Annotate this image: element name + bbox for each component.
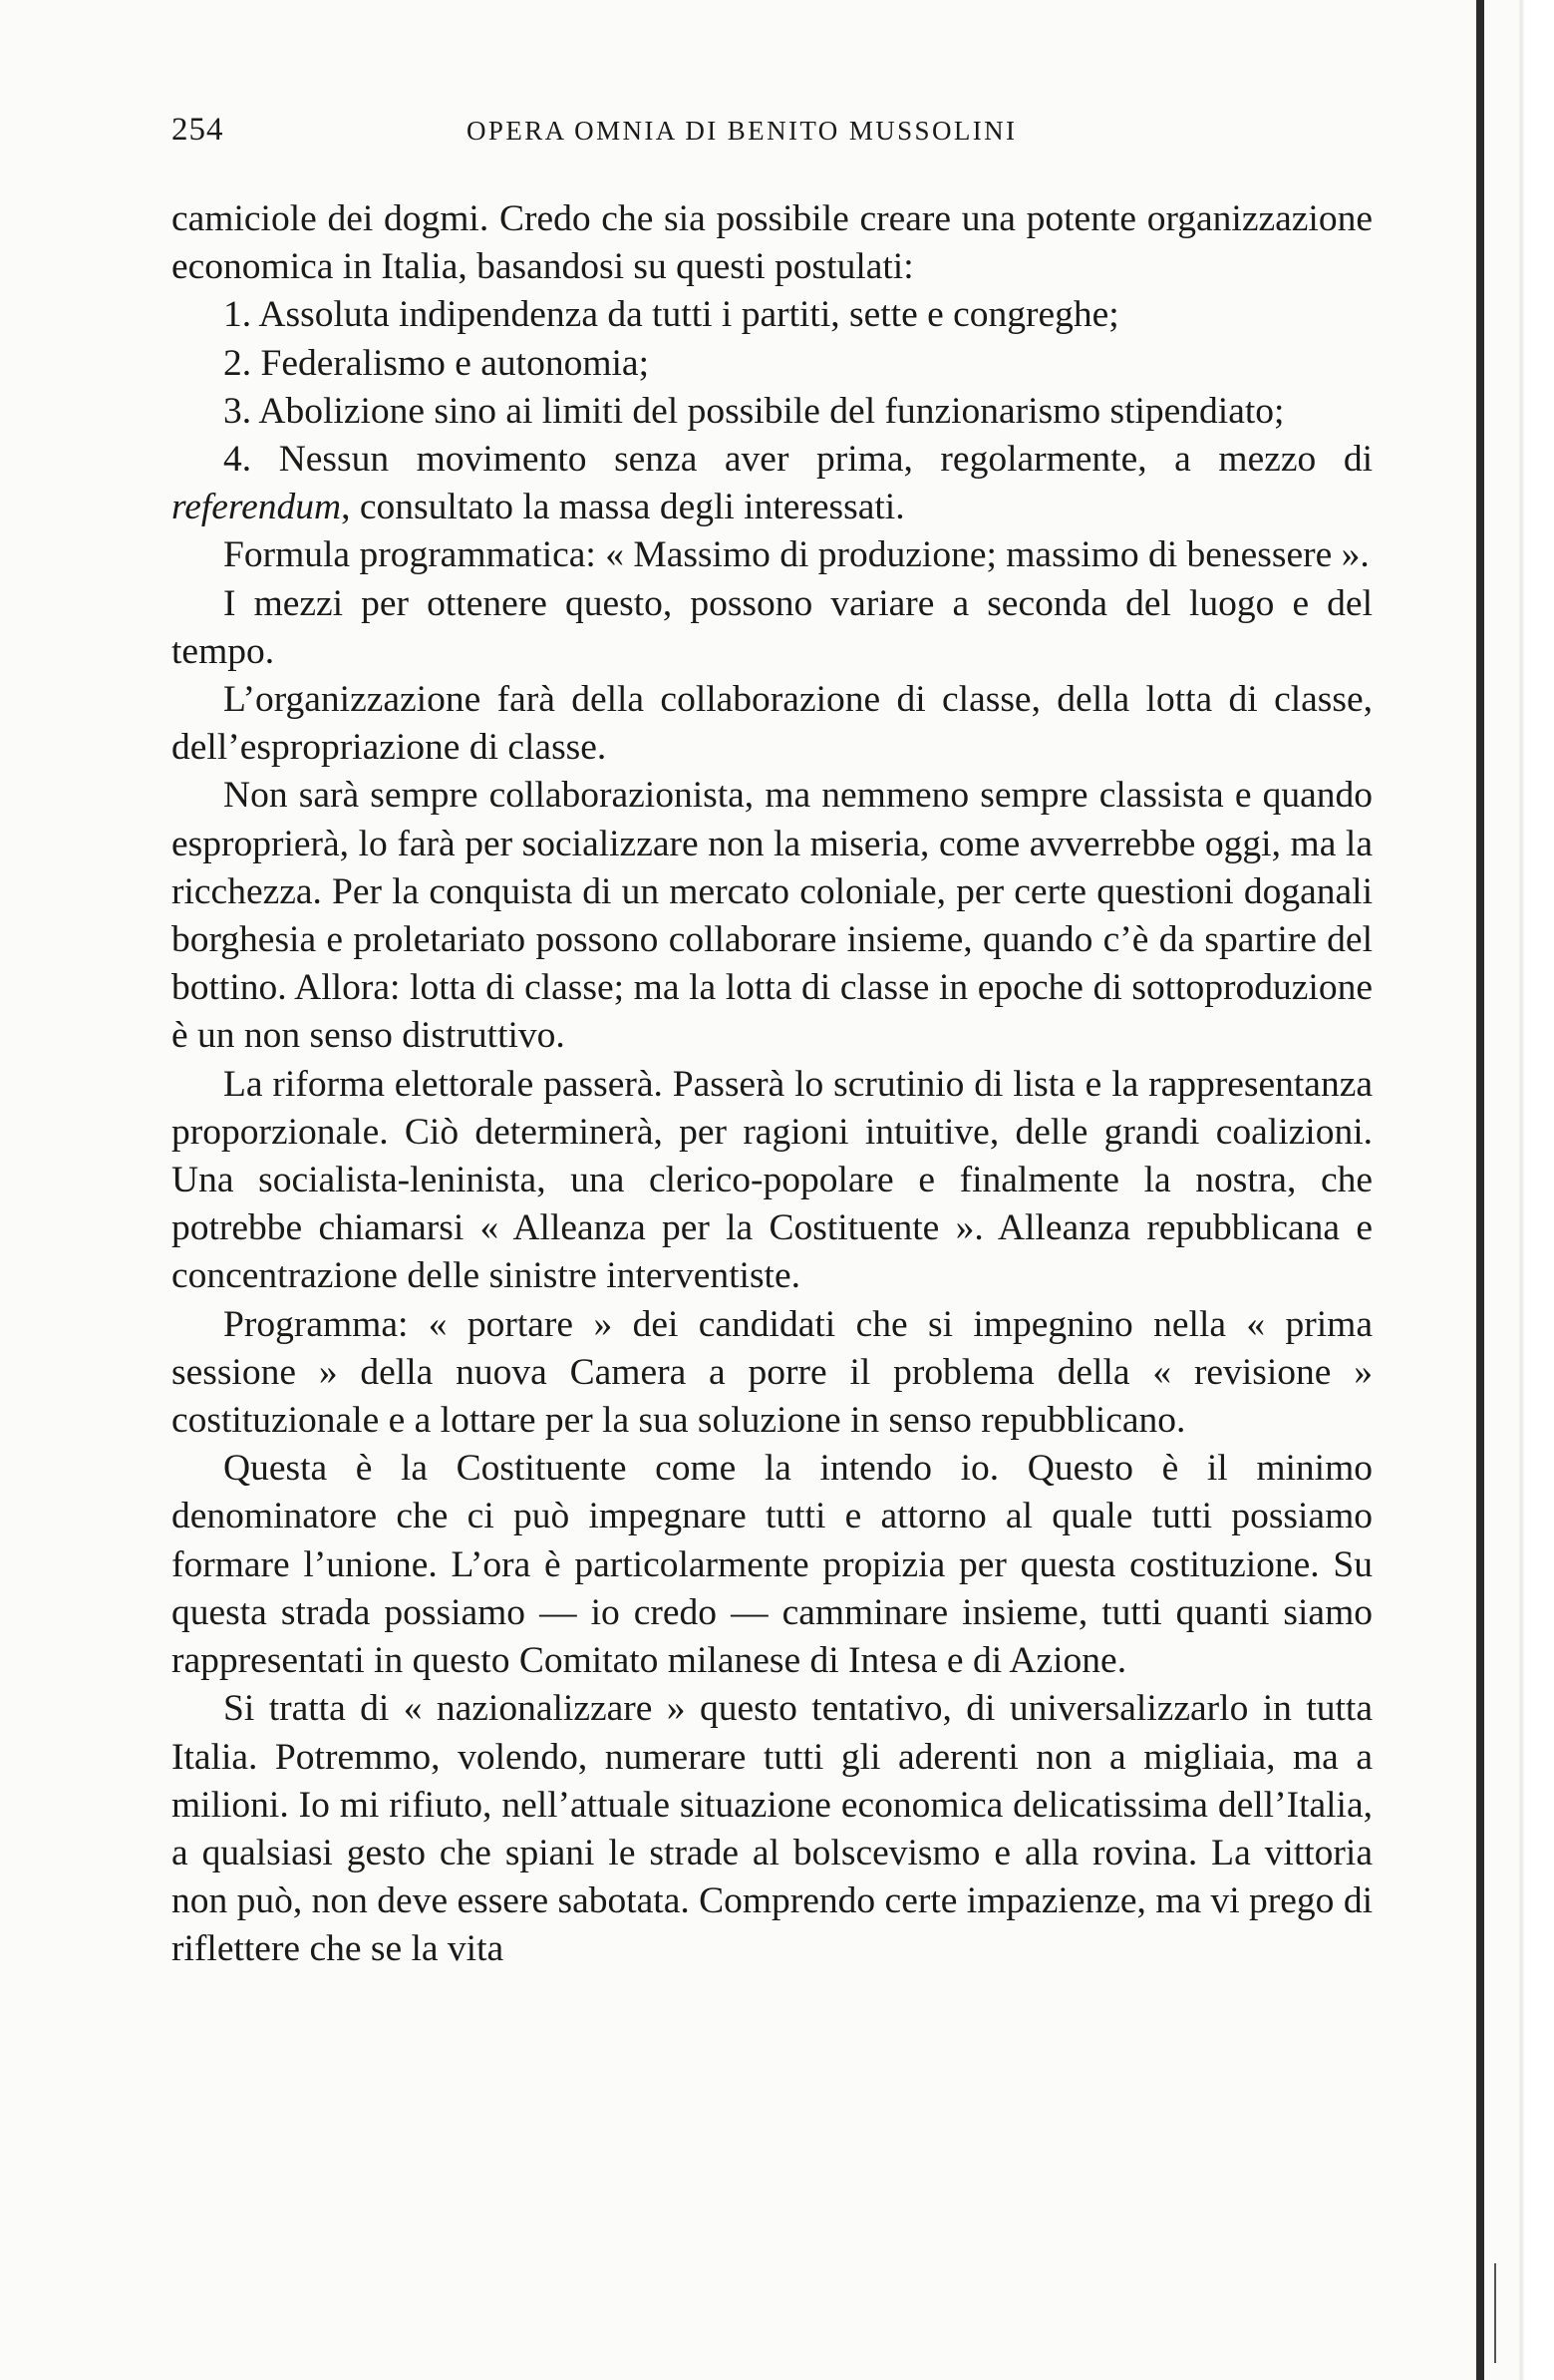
paragraph-electoral-reform: La riforma elettorale passerà. Passerà lo scrutinio di lista e la rappresentanza proporzionale. Ciò determinerà, per ragioni intuitive, delle grandi coalizioni. Una socialista-leninista, una clerico-popolare e finalmente la nostra, che potrebbe chiamarsi « Alleanza per la Costituente ». Alleanza repubblicana e concentrazione delle sinistre interventiste. xyxy=(171,1063,1373,1297)
paragraph-program: Programma: « portare » dei candidati che si impegnino nella « prima sessione » della nuova Camera a porre il problema della « revisione » costituzionale e a lottare per la sua soluzione in senso repubblicano. xyxy=(171,1303,1373,1442)
page-number: 254 xyxy=(171,112,224,148)
page-header xyxy=(171,112,1368,162)
paragraph-organization: L’organizzazione farà della collaborazione di classe, della lotta di classe, dell’espropriazione di classe. xyxy=(171,679,1373,769)
binding-shadow-line-lower xyxy=(1494,2263,1496,2363)
paragraph-formula: Formula programmatica: « Massimo di produzione; massimo di benessere ». xyxy=(223,534,1370,576)
paragraph-class-struggle: Non sarà sempre collaborazionista, ma nemmeno sempre classista e quando esproprierà, lo farà per socializzare non la miseria, come avverrebbe oggi, ma la ricchezza. Per la conquista di un mercato coloniale, per certe questioni doganali borghesia e proletariato possono collaborare insieme, quando c’è da spartire del bottino. Allora: lotta di classe; ma la lotta di classe in epoche di sottoproduzione è un non senso distruttivo. xyxy=(171,775,1373,1057)
list-item-2: 2. Federalismo e autonomia; xyxy=(223,342,649,384)
body-text xyxy=(171,195,1373,1974)
paragraph-constituent: Questa è la Costituente come la intendo io. Questo è il minimo denominatore che ci può impegnare tutti e attorno al quale tutti possiamo formare l’unione. L’ora è particolarmente propizia per questa costituzione. Su questa strada possiamo — io credo — camminare insieme, tutti quanti siamo rappresentati in questo Comitato milanese di Intesa e di Azione. xyxy=(171,1448,1373,1682)
binding-shadow-line xyxy=(1476,0,1484,2380)
list-item-4 xyxy=(171,436,1373,531)
list-item-1: 1. Assoluta indipendenza da tutti i partiti, sette e congreghe; xyxy=(223,294,1119,336)
list-item-4-text: 4. Nessun movimento senza aver prima, regolarmente, a mezzo di xyxy=(223,439,1373,481)
italic-term: referendum xyxy=(171,487,342,528)
running-head: OPERA OMNIA DI BENITO MUSSOLINI xyxy=(466,116,1018,146)
list-item-3: 3. Abolizione sino ai limiti del possibile del funzionarismo stipendiato; xyxy=(223,390,1285,432)
paragraph-nationalize: Si tratta di « nazionalizzare » questo tentativo, di universalizzarlo in tutta Italia. Potremmo, volendo, numerare tutti gli aderenti non a migliaia, ma a milioni. Io mi rifiuto, nell’attuale situazione economica delicatissima dell’Italia, a qualsiasi gesto che spiani le strade al bolscevismo e alla rovina. La vittoria non può, non deve essere sabotata. Comprendo certe impazienze, ma vi prego di riflettere che se la vita xyxy=(171,1688,1373,1970)
paragraph-means: I mezzi per ottenere questo, possono variare a seconda del luogo e del tempo. xyxy=(171,582,1373,672)
paragraph-continuation: camiciole dei dogmi. Credo che sia possibile creare una potente organizzazione economica in Italia, basandosi su questi postulati: xyxy=(171,198,1373,288)
list-item-4-text-end: , consultato la massa degli interessati. xyxy=(341,487,905,528)
